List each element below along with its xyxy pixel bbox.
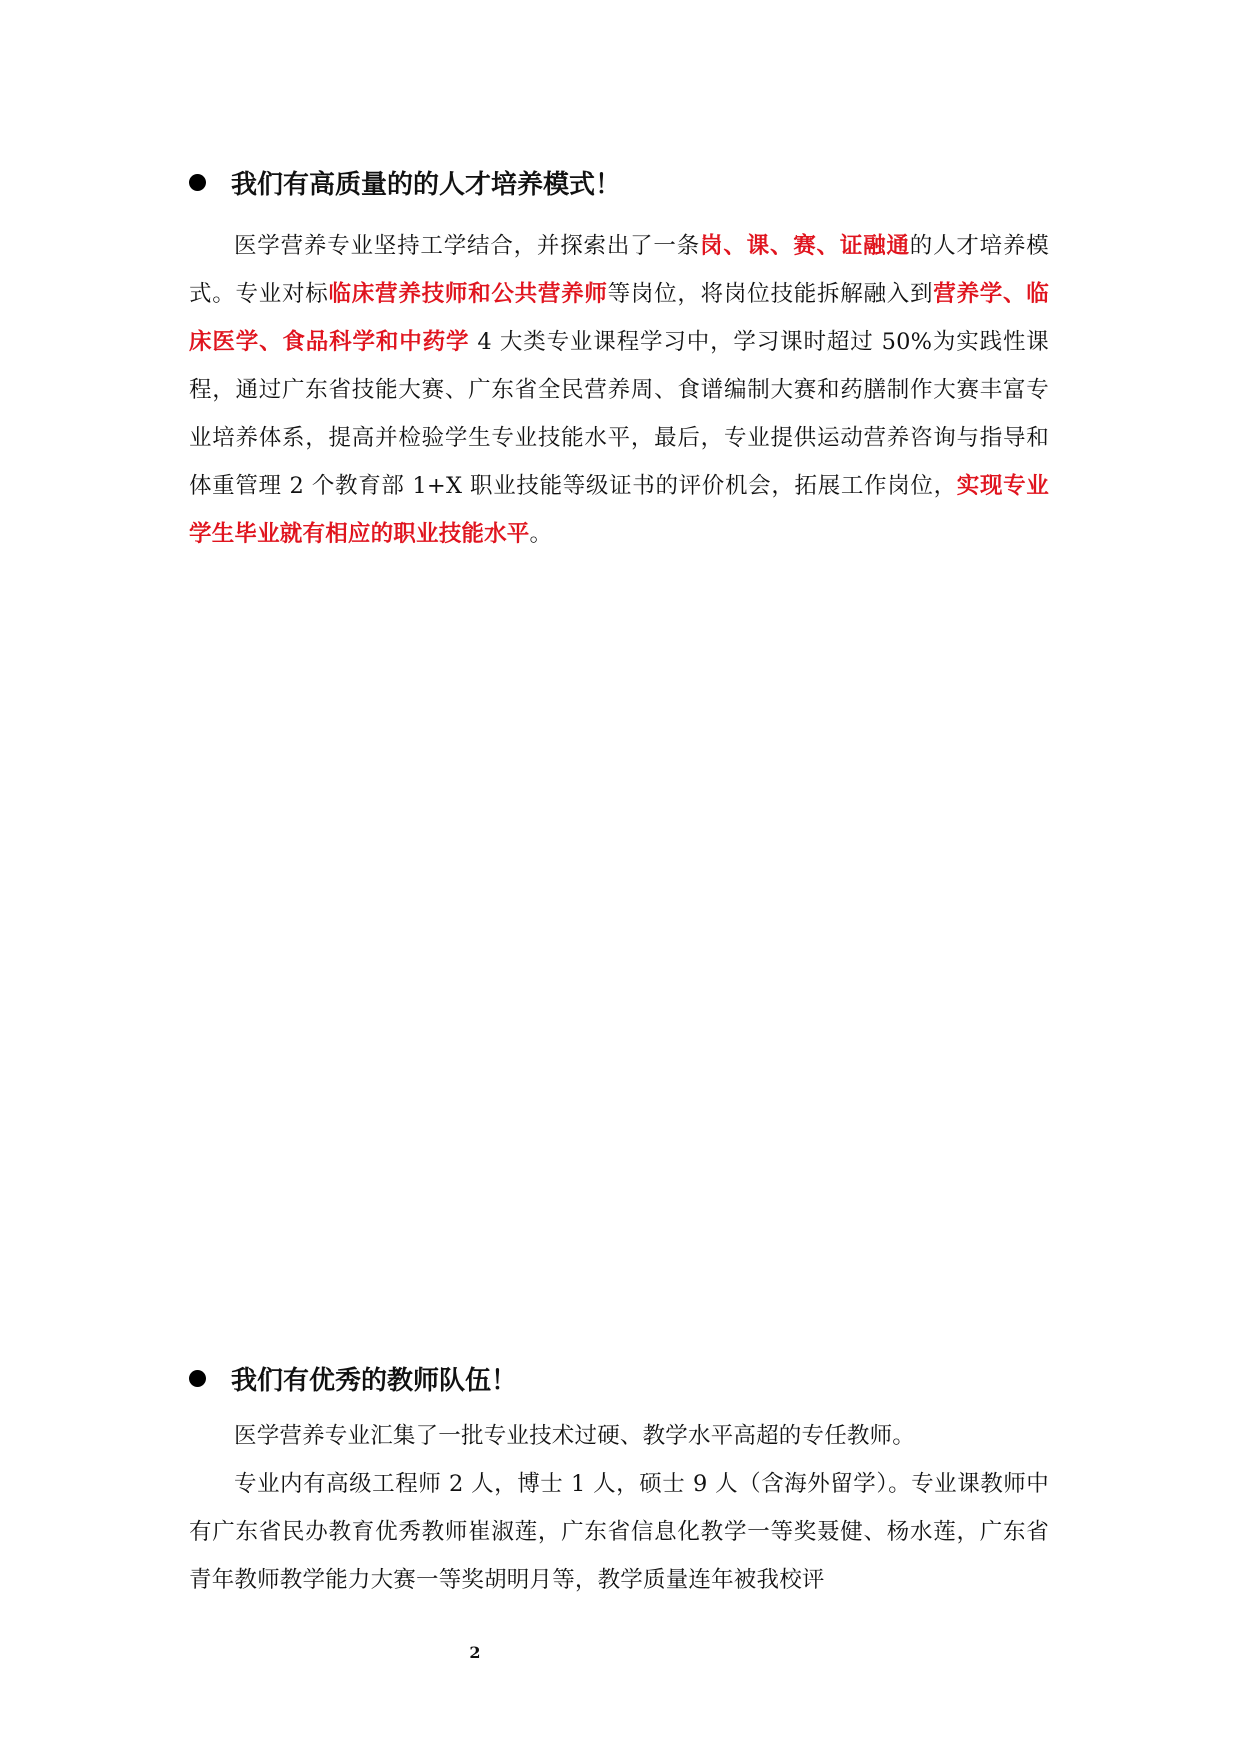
bullet-dot-icon <box>189 1370 206 1387</box>
staff-intro-paragraph: 医学营养专业汇集了一批专业技术过硬、教学水平高超的专任教师。 <box>234 1423 916 1449</box>
page-number: 2 <box>469 1643 481 1662</box>
highlight-integration-model: 岗、课、赛、证融通 <box>700 233 910 259</box>
section-teaching-staff <box>189 1356 1049 1604</box>
highlight-course-categories: 营养学、临床医学、食品科学和中药学 <box>189 281 1049 355</box>
section-heading <box>189 160 1049 204</box>
talent-training-paragraph <box>189 222 1049 558</box>
paragraph-text: 4 大类专业课程学习中，学习课时超过 50%为实践性课程，通过广东省技能大赛、广东省全民营养周、食谱编制大赛和药膳制作大赛丰富专业培养体系，提高并检验学生专业技能水平，最后，专业提供运动营养咨询与指导和体重管理 2 个教育部 1+X 职业技能等级证书的评价机会，拓展工作岗位， <box>189 329 1049 499</box>
paragraph-text: 医学营养专业坚持工学结合，并探索出了一条 <box>234 233 701 259</box>
paragraph-text: 的人才培养模式。专业对标 <box>189 233 1049 307</box>
section-heading <box>189 1356 1049 1400</box>
heading-text: 我们有高质量的的人才培养模式！ <box>231 169 622 200</box>
paragraph-text: 等岗位，将岗位技能拆解融入到 <box>607 281 934 307</box>
highlight-target-positions: 临床营养技师和公共营养师 <box>328 281 608 307</box>
section-talent-training <box>189 160 1049 558</box>
highlight-outcome: 实现专业学生毕业就有相应的职业技能水平 <box>189 473 1049 547</box>
paragraph-text: 。 <box>529 521 553 547</box>
bullet-dot-icon <box>189 174 206 191</box>
heading-text: 我们有优秀的教师队伍！ <box>231 1365 518 1396</box>
staff-detail-paragraph: 专业内有高级工程师 2 人，博士 1 人，硕士 9 人（含海外留学）。专业课教师中有广东省民办教育优秀教师崔淑莲，广东省信息化教学一等奖聂健、杨水莲，广东省青年教师教学能力大赛一等奖胡明月等，教学质量连年被我校评 <box>189 1471 1049 1593</box>
